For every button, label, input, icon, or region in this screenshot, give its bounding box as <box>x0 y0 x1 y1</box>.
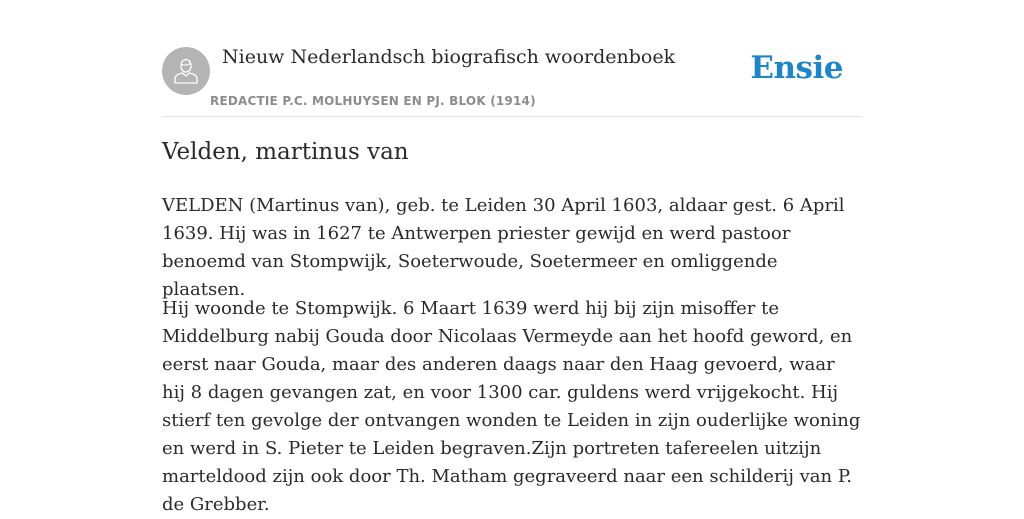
page-container <box>162 0 862 515</box>
entry-title: Velden, martinus van <box>162 139 409 165</box>
ensie-logo-link[interactable]: Ensie <box>750 50 843 86</box>
avatar[interactable] <box>162 47 210 95</box>
source-header <box>162 0 862 117</box>
entry-paragraph-1: VELDEN (Martinus van), geb. te Leiden 30 April 1603, aldaar gest. 6 April 1639. Hij was in 1627 te Antwerpen priester gewijd en werd pastoor benoemd van Stompwijk, Soeterwoude, Soetermeer en omliggende plaatsen. <box>162 195 845 300</box>
source-editors: REDACTIE P.C. MOLHUYSEN EN PJ. BLOK (1914) <box>210 94 536 108</box>
source-title[interactable]: Nieuw Nederlandsch biografisch woordenboek <box>222 46 676 68</box>
user-placeholder-icon <box>173 57 199 85</box>
entry-paragraph-2: Hij woonde te Stompwijk. 6 Maart 1639 werd hij bij zijn misoffer te Middelburg nabij Gouda door Nicolaas Vermeyde aan het hoofd geword, en eerst naar Gouda, maar des anderen daags naar den Haag gevoerd, waar hij 8 dagen gevangen zat, en voor 1300 car. guldens werd vrijgekocht. Hij stierf ten gevolge der ontvangen wonden te Leiden in zijn ouderlijke woning en werd in S. Pieter te Leiden begraven.Zijn portreten tafereelen uitzijn marteldood zijn ook door Th. Matham gegraveerd naar een schilderij van P. de Grebber. <box>162 298 861 515</box>
